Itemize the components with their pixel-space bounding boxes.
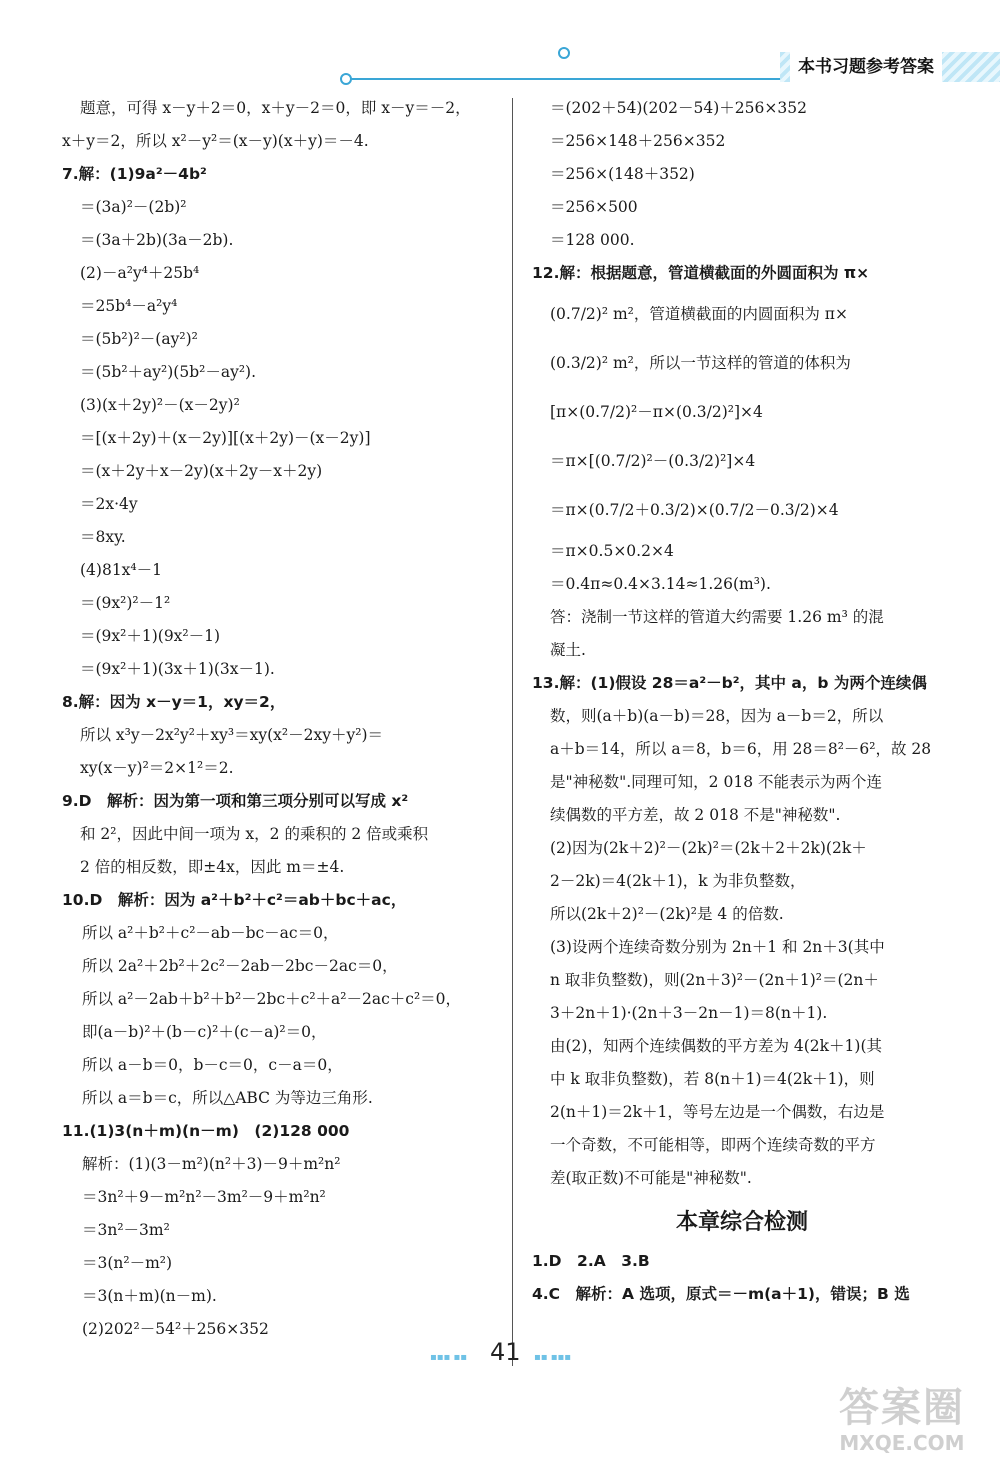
section-answer-line: 1.D 2.A 3.B [532, 1252, 650, 1270]
text-line: ＝(202＋54)(202－54)＋256×352 [550, 99, 807, 117]
question-13: 13.解：(1)假设 28＝a²－b²，其中 a，b 为两个连续偶 [532, 674, 927, 692]
text-line: ＝π×0.5×0.2×4 [550, 542, 674, 560]
footer-decoration-right: ▪▪ ▪▪▪ [534, 1352, 572, 1363]
page-header-title: 本书习题参考答案 [790, 52, 942, 82]
column-divider [512, 98, 513, 1366]
text-line: ＝(x＋2y＋x－2y)(x＋2y－x＋2y) [80, 462, 323, 480]
text-line: 答：浇制一节这样的管道大约需要 1.26 m³ 的混 [550, 608, 884, 626]
formula-line: ＝π×[(0.7/2)²－(0.3/2)²]×4 [550, 452, 756, 470]
text-line: (3)设两个连续奇数分别为 2n＋1 和 2n＋3(其中 [550, 938, 885, 956]
text-line: 所以 2a²＋2b²＋2c²－2ab－2bc－2ac＝0， [82, 957, 398, 975]
text-line: ＝[(x＋2y)＋(x－2y)][(x＋2y)－(x－2y)] [80, 429, 371, 447]
text-line: a＋b＝14，所以 a＝8，b＝6，用 28＝8²－6²，故 28 [550, 740, 932, 758]
right-column [532, 92, 952, 1311]
text-line: x＋y＝2，所以 x²－y²＝(x－y)(x＋y)＝－4. [62, 132, 369, 150]
text-line: 所以 x³y－2x²y²＋xy³＝xy(x²－2xy＋y²)＝ [80, 726, 384, 744]
text-line: ＝256×500 [550, 198, 638, 216]
text-line: 所以 a²＋b²＋c²－ab－bc－ac＝0， [82, 924, 339, 942]
footer-decoration-left: ▪▪▪ ▪▪ [430, 1352, 468, 1363]
text-line: 所以 a＝b＝c，所以△ABC 为等边三角形. [82, 1089, 373, 1107]
text-line: (2)202²－54²＋256×352 [82, 1320, 269, 1338]
header-rule-dot [558, 47, 570, 59]
text-line: 和 2²，因此中间一项为 x，2 的乘积的 2 倍或乘积 [80, 825, 429, 843]
text-line: ＝(3a)²－(2b)² [80, 198, 187, 216]
text-line: ＝(5b²＋ay²)(5b²－ay²). [80, 363, 257, 381]
text-line: ＝256×(148＋352) [550, 165, 695, 183]
text-line: (2)因为(2k＋2)²－(2k)²＝(2k＋2＋2k)(2k＋ [550, 839, 867, 857]
text-line: ＝2x·4y [80, 495, 138, 513]
text-line: 所以(2k＋2)²－(2k)²是 4 的倍数. [550, 905, 784, 923]
text-line: 题意，可得 x－y＋2＝0，x＋y－2＝0，即 x－y＝－2， [80, 99, 471, 117]
text-line: 解析：(1)(3－m²)(n²＋3)－9＋m²n² [82, 1155, 341, 1173]
text-line: xy(x－y)²＝2×1²＝2. [80, 759, 234, 777]
question-11: 11.(1)3(n＋m)(n－m) (2)128 000 [62, 1122, 350, 1140]
text-line: 是"神秘数".同理可知，2 018 不能表示为两个连 [550, 773, 882, 791]
text-line: 续偶数的平方差，故 2 018 不是"神秘数". [550, 806, 841, 824]
question-7: 7.解：(1)9a²－4b² [62, 165, 207, 183]
text-line: ＝128 000. [550, 231, 635, 249]
text-line: 凝土. [550, 641, 586, 659]
text-line: ＝8xy. [80, 528, 126, 546]
text-line: ＝(9x²)²－1² [80, 594, 171, 612]
text-line: ＝(9x²＋1)(9x²－1) [80, 627, 221, 645]
text-line: 2－2k)＝4(2k＋1)，k 为非负整数， [550, 872, 806, 890]
text-line: ＝(3a＋2b)(3a－2b). [80, 231, 234, 249]
text-line: ＝0.4π≈0.4×3.14≈1.26(m³). [550, 575, 771, 593]
text-line: ＝3n²＋9－m²n²－3m²－9＋m²n² [82, 1188, 326, 1206]
text-line: 所以 a－b＝0，b－c＝0，c－a＝0， [82, 1056, 343, 1074]
header-rule-dot [340, 73, 352, 85]
text-line: 即(a－b)²＋(b－c)²＋(c－a)²＝0， [82, 1023, 327, 1041]
text-line: 2(n＋1)＝2k＋1，等号左边是一个偶数，右边是 [550, 1103, 885, 1121]
text-line: ＝3(n＋m)(n－m). [82, 1287, 217, 1305]
text-line: 中 k 取非负整数)，若 8(n＋1)＝4(2k＋1)，则 [550, 1070, 875, 1088]
text-line: 数，则(a＋b)(a－b)＝28，因为 a－b＝2，所以 [550, 707, 884, 725]
section-answer-line: 4.C 解析：A 选项，原式＝－m(a＋1)，错误；B 选 [532, 1285, 910, 1303]
text-line: ＝(9x²＋1)(3x＋1)(3x－1). [80, 660, 275, 678]
watermark-title: 答案圈 [839, 1385, 965, 1431]
text-line: ＝256×148＋256×352 [550, 132, 726, 150]
question-10: 10.D 解析：因为 a²＋b²＋c²＝ab＋bc＋ac， [62, 891, 407, 909]
text-line: ＝3n²－3m² [82, 1221, 170, 1239]
left-column [62, 92, 492, 1346]
section-title: 本章综合检测 [675, 1210, 808, 1235]
question-8: 8.解：因为 x－y＝1，xy＝2， [62, 693, 286, 711]
page-number: 41 [490, 1338, 521, 1366]
text-line: 所以 a²－2ab＋b²＋b²－2bc＋c²＋a²－2ac＋c²＝0， [82, 990, 462, 1008]
text-line: ＝25b⁴－a²y⁴ [80, 297, 178, 315]
text-line: 一个奇数，不可能相等，即两个连续奇数的平方 [550, 1136, 876, 1154]
formula-line: ＝π×(0.7/2＋0.3/2)×(0.7/2－0.3/2)×4 [550, 501, 839, 519]
text-line: (2)－a²y⁴＋25b⁴ [80, 264, 200, 282]
watermark-url: MXQE.COM [839, 1431, 965, 1455]
text-line: (3)(x＋2y)²－(x－2y)² [80, 396, 240, 414]
text-line: ＝3(n²－m²) [82, 1254, 173, 1272]
question-12: 12.解：根据题意，管道横截面的外圆面积为 π× [532, 264, 870, 282]
text-line: 2 倍的相反数，即±4x，因此 m＝±4. [80, 858, 345, 876]
question-9: 9.D 解析：因为第一项和第三项分别可以写成 x² [62, 792, 409, 810]
text-line: 由(2)，知两个连续偶数的平方差为 4(2k＋1)(其 [550, 1037, 883, 1055]
text-line: (0.3/2)² m²，所以一节这样的管道的体积为 [550, 354, 851, 372]
text-line: (4)81x⁴－1 [80, 561, 162, 579]
text-line: n 取非负整数)，则(2n＋3)²－(2n＋1)²＝(2n＋ [550, 971, 879, 989]
watermark-logo [812, 1385, 992, 1460]
text-line: 3＋2n＋1)·(2n＋3－2n－1)＝8(n＋1). [550, 1004, 828, 1022]
text-line: (0.7/2)² m²，管道横截面的内圆面积为 π× [550, 305, 848, 323]
formula-line: [π×(0.7/2)²－π×(0.3/2)²]×4 [550, 403, 763, 421]
text-line: ＝(5b²)²－(ay²)² [80, 330, 198, 348]
text-line: 差(取正数)不可能是"神秘数". [550, 1169, 752, 1187]
